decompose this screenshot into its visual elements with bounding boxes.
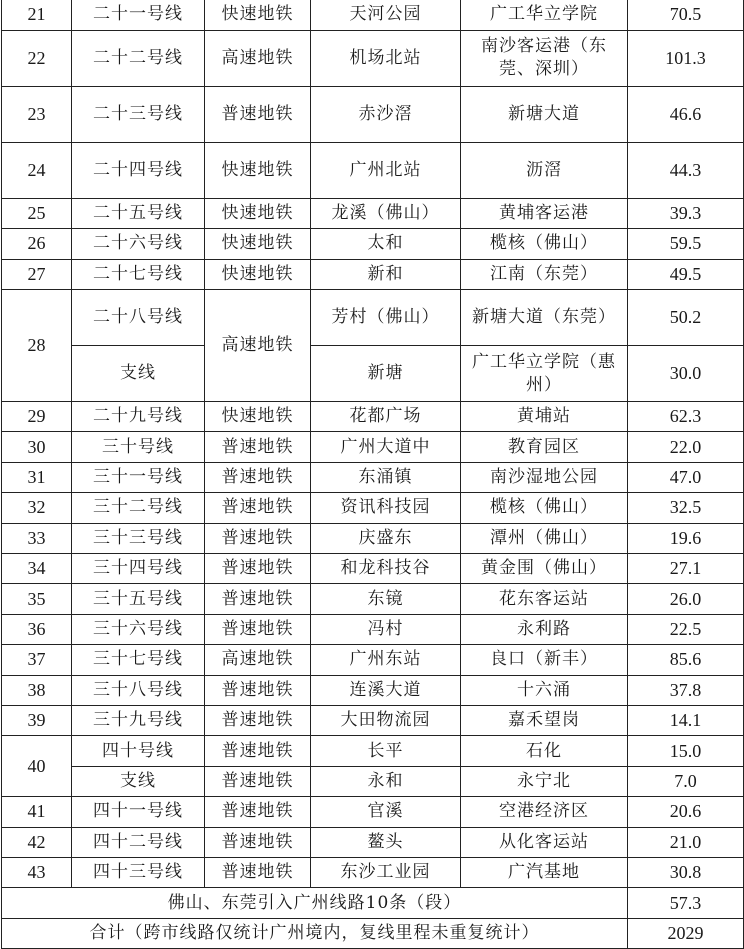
line-length: 44.3	[628, 142, 744, 198]
row-number: 33	[2, 523, 72, 553]
table-row	[2, 432, 744, 462]
line-name: 三十二号线	[72, 493, 205, 523]
line-length: 27.1	[628, 554, 744, 584]
row-number: 28	[2, 290, 72, 402]
total-length: 2029	[628, 918, 744, 948]
line-name: 三十七号线	[72, 645, 205, 675]
line-length: 15.0	[628, 736, 744, 766]
end-station: 良口（新丰）	[461, 645, 628, 675]
line-length: 19.6	[628, 523, 744, 553]
line-length: 22.0	[628, 432, 744, 462]
end-station: 新塘大道	[461, 86, 628, 142]
start-station: 花都广场	[311, 402, 461, 432]
start-station: 冯村	[311, 614, 461, 644]
line-length: 62.3	[628, 402, 744, 432]
line-name: 四十三号线	[72, 857, 205, 887]
end-station: 空港经济区	[461, 797, 628, 827]
line-name: 三十九号线	[72, 705, 205, 735]
table-row	[2, 705, 744, 735]
start-station: 庆盛东	[311, 523, 461, 553]
line-name: 四十号线	[72, 736, 205, 766]
line-name: 三十一号线	[72, 462, 205, 492]
end-station: 嘉禾望岗	[461, 705, 628, 735]
start-station: 官溪	[311, 797, 461, 827]
end-station: 广工华立学院	[461, 0, 628, 30]
line-length: 46.6	[628, 86, 744, 142]
end-station: 永利路	[461, 614, 628, 644]
end-station: 南沙客运港（东莞、深圳）	[461, 30, 628, 86]
line-name: 三十四号线	[72, 554, 205, 584]
line-type: 普速地铁	[205, 797, 311, 827]
row-number: 42	[2, 827, 72, 857]
line-type: 普速地铁	[205, 86, 311, 142]
end-station: 江南（东莞）	[461, 259, 628, 289]
end-station: 永宁北	[461, 766, 628, 796]
row-number: 40	[2, 736, 72, 797]
end-station: 南沙湿地公园	[461, 462, 628, 492]
start-station: 龙溪（佛山）	[311, 198, 461, 228]
start-station: 天河公园	[311, 0, 461, 30]
line-type: 普速地铁	[205, 766, 311, 796]
line-name: 三十八号线	[72, 675, 205, 705]
row-number: 22	[2, 30, 72, 86]
end-station: 潭州（佛山）	[461, 523, 628, 553]
table-row	[2, 857, 744, 887]
line-name: 二十五号线	[72, 198, 205, 228]
end-station: 教育园区	[461, 432, 628, 462]
row-number: 36	[2, 614, 72, 644]
table-row	[2, 259, 744, 289]
row-number: 25	[2, 198, 72, 228]
line-length: 30.0	[628, 346, 744, 402]
table-row	[2, 554, 744, 584]
table-row	[2, 86, 744, 142]
line-type: 普速地铁	[205, 493, 311, 523]
line-length: 7.0	[628, 766, 744, 796]
line-type: 普速地铁	[205, 432, 311, 462]
table-row	[2, 523, 744, 553]
row-number: 39	[2, 705, 72, 735]
end-station: 广工华立学院（惠州）	[461, 346, 628, 402]
line-type: 快速地铁	[205, 259, 311, 289]
end-station: 榄核（佛山）	[461, 493, 628, 523]
table-row	[2, 675, 744, 705]
start-station: 大田物流园	[311, 705, 461, 735]
row-number: 31	[2, 462, 72, 492]
line-name: 支线	[72, 346, 205, 402]
table-row	[2, 229, 744, 259]
table-row	[2, 827, 744, 857]
end-station: 从化客运站	[461, 827, 628, 857]
start-station: 鳌头	[311, 827, 461, 857]
line-name: 三十号线	[72, 432, 205, 462]
line-type: 普速地铁	[205, 554, 311, 584]
line-length: 32.5	[628, 493, 744, 523]
line-type: 快速地铁	[205, 142, 311, 198]
line-length: 59.5	[628, 229, 744, 259]
table-row	[2, 346, 744, 402]
line-length: 70.5	[628, 0, 744, 30]
row-number: 43	[2, 857, 72, 887]
row-number: 41	[2, 797, 72, 827]
line-name: 支线	[72, 766, 205, 796]
line-type: 快速地铁	[205, 402, 311, 432]
line-length: 37.8	[628, 675, 744, 705]
table-row	[2, 198, 744, 228]
start-station: 和龙科技谷	[311, 554, 461, 584]
line-length: 47.0	[628, 462, 744, 492]
start-station: 资讯科技园	[311, 493, 461, 523]
line-name: 三十六号线	[72, 614, 205, 644]
line-name: 二十二号线	[72, 30, 205, 86]
start-station: 芳村（佛山）	[311, 290, 461, 346]
start-station: 广州北站	[311, 142, 461, 198]
start-station: 新塘	[311, 346, 461, 402]
end-station: 黄埔站	[461, 402, 628, 432]
end-station: 广汽基地	[461, 857, 628, 887]
line-name: 三十五号线	[72, 584, 205, 614]
row-number: 23	[2, 86, 72, 142]
row-number: 29	[2, 402, 72, 432]
metro-lines-table	[1, 0, 744, 949]
table-row	[2, 493, 744, 523]
end-station: 榄核（佛山）	[461, 229, 628, 259]
summary-length: 57.3	[628, 888, 744, 918]
end-station: 石化	[461, 736, 628, 766]
line-length: 50.2	[628, 290, 744, 346]
end-station: 黄金围（佛山）	[461, 554, 628, 584]
end-station: 花东客运站	[461, 584, 628, 614]
end-station: 十六涌	[461, 675, 628, 705]
start-station: 广州大道中	[311, 432, 461, 462]
start-station: 赤沙滘	[311, 86, 461, 142]
row-number: 24	[2, 142, 72, 198]
line-type: 普速地铁	[205, 584, 311, 614]
line-length: 22.5	[628, 614, 744, 644]
row-number: 38	[2, 675, 72, 705]
end-station: 黄埔客运港	[461, 198, 628, 228]
start-station: 广州东站	[311, 645, 461, 675]
table-row	[2, 462, 744, 492]
table-row	[2, 736, 744, 766]
line-name: 二十六号线	[72, 229, 205, 259]
start-station: 新和	[311, 259, 461, 289]
line-name: 二十九号线	[72, 402, 205, 432]
row-number: 21	[2, 0, 72, 30]
line-type: 普速地铁	[205, 705, 311, 735]
line-length: 101.3	[628, 30, 744, 86]
line-type: 普速地铁	[205, 827, 311, 857]
start-station: 连溪大道	[311, 675, 461, 705]
table-row	[2, 290, 744, 346]
start-station: 长平	[311, 736, 461, 766]
line-name: 二十八号线	[72, 290, 205, 346]
line-length: 20.6	[628, 797, 744, 827]
table-row	[2, 797, 744, 827]
line-type: 快速地铁	[205, 0, 311, 30]
line-length: 26.0	[628, 584, 744, 614]
summary-row	[2, 918, 744, 948]
line-name: 二十四号线	[72, 142, 205, 198]
table-row	[2, 614, 744, 644]
line-length: 14.1	[628, 705, 744, 735]
summary-label: 佛山、东莞引入广州线路10条（段）	[2, 888, 628, 918]
line-name: 四十二号线	[72, 827, 205, 857]
line-type: 高速地铁	[205, 30, 311, 86]
line-length: 21.0	[628, 827, 744, 857]
line-length: 49.5	[628, 259, 744, 289]
row-number: 32	[2, 493, 72, 523]
line-name: 二十一号线	[72, 0, 205, 30]
line-type: 普速地铁	[205, 736, 311, 766]
line-type: 快速地铁	[205, 198, 311, 228]
table-row	[2, 645, 744, 675]
line-name: 四十一号线	[72, 797, 205, 827]
start-station: 东镜	[311, 584, 461, 614]
end-station: 沥滘	[461, 142, 628, 198]
line-type: 普速地铁	[205, 614, 311, 644]
row-number: 27	[2, 259, 72, 289]
line-length: 39.3	[628, 198, 744, 228]
line-length: 30.8	[628, 857, 744, 887]
line-length: 85.6	[628, 645, 744, 675]
line-type: 普速地铁	[205, 675, 311, 705]
start-station: 东涌镇	[311, 462, 461, 492]
line-type: 普速地铁	[205, 462, 311, 492]
end-station: 新塘大道（东莞）	[461, 290, 628, 346]
table-body	[2, 0, 744, 949]
table-row	[2, 142, 744, 198]
line-name: 三十三号线	[72, 523, 205, 553]
row-number: 34	[2, 554, 72, 584]
start-station: 永和	[311, 766, 461, 796]
table-row	[2, 402, 744, 432]
row-number: 26	[2, 229, 72, 259]
line-type: 普速地铁	[205, 857, 311, 887]
start-station: 太和	[311, 229, 461, 259]
line-type: 快速地铁	[205, 229, 311, 259]
table-row	[2, 30, 744, 86]
row-number: 30	[2, 432, 72, 462]
table-row	[2, 584, 744, 614]
summary-row	[2, 888, 744, 918]
table-row	[2, 766, 744, 796]
table-row	[2, 0, 744, 30]
line-name: 二十七号线	[72, 259, 205, 289]
line-type: 高速地铁	[205, 645, 311, 675]
start-station: 东沙工业园	[311, 857, 461, 887]
line-type: 高速地铁	[205, 290, 311, 402]
line-type: 普速地铁	[205, 523, 311, 553]
row-number: 37	[2, 645, 72, 675]
row-number: 35	[2, 584, 72, 614]
start-station: 机场北站	[311, 30, 461, 86]
line-name: 二十三号线	[72, 86, 205, 142]
total-label: 合计（跨市线路仅统计广州境内，复线里程未重复统计）	[2, 918, 628, 948]
